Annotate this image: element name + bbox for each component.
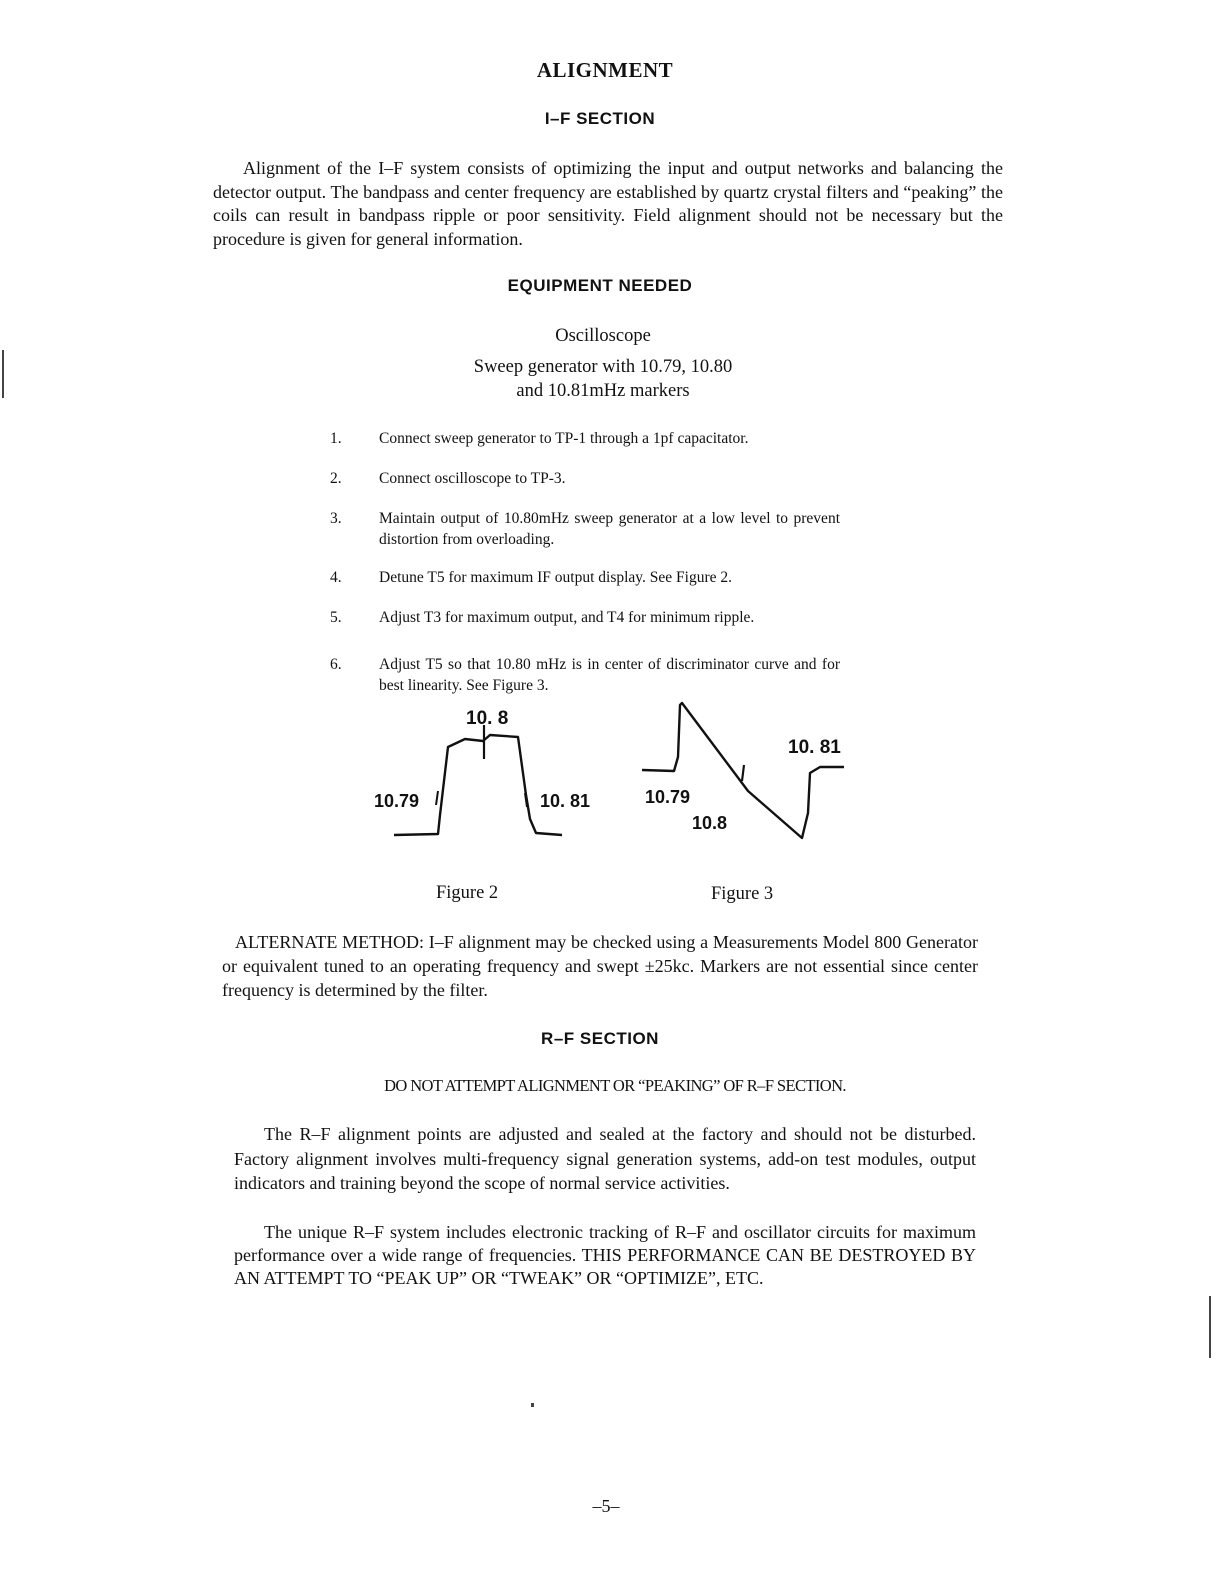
- page-number: –5–: [592, 1496, 620, 1516]
- figure-3-label-left: 10.79: [645, 787, 691, 807]
- scan-mark: [531, 1403, 534, 1407]
- if-section-heading: I–F SECTION: [544, 109, 656, 128]
- figure-3-caption: Figure 3: [711, 884, 774, 904]
- equipment-item-sweep-line1: Sweep generator with 10.79, 10.80: [473, 357, 733, 377]
- rf-section-heading: R–F SECTION: [541, 1029, 659, 1048]
- equipment-heading: EQUIPMENT NEEDED: [507, 276, 693, 295]
- rf-paragraph-1-text: The R–F alignment points are adjusted and sealed at the factory and should not be disturbed. Factory alignment involves multi-frequency signal generation systems, add-on test modules, output indicators and training beyond the scope of normal service activities.: [234, 1124, 976, 1193]
- scan-mark: [2, 350, 4, 398]
- figure-3-discriminator-curve: [642, 703, 844, 838]
- scan-mark: [1209, 1296, 1211, 1358]
- equipment-item-oscilloscope: Oscilloscope: [555, 326, 651, 346]
- if-intro-paragraph: [213, 157, 1003, 251]
- step-number: 4.: [330, 569, 342, 586]
- rf-paragraph-2-text: The unique R–F system includes electronic tracking of R–F and oscillator circuits for maximum performance over a wide range of frequencies. THIS PERFORMANCE CAN BE DESTROYED BY AN ATTEMPT TO “PEAK UP” OR “TWEAK” OR “OPTIMIZE”, ETC.: [234, 1222, 976, 1288]
- equipment-item-sweep-line2: and 10.81mHz markers: [516, 381, 690, 401]
- page-title: ALIGNMENT: [536, 58, 674, 82]
- figure-2-caption: Figure 2: [436, 883, 499, 903]
- step-text: Connect oscilloscope to TP-3.: [379, 470, 566, 487]
- figure-3-label-center: 10.8: [692, 813, 728, 833]
- figures-2-3: [350, 695, 870, 855]
- figure-2-left-marker: [436, 791, 438, 805]
- figure-2-label-left: 10.79: [374, 791, 420, 811]
- step-3: [330, 508, 840, 550]
- step-text: Detune T5 for maximum IF output display. See Figure 2.: [379, 569, 733, 586]
- figure-2-bandpass-curve: [394, 725, 562, 835]
- step-text: Maintain output of 10.80mHz sweep generator at a low level to prevent distortion from overloading.: [379, 510, 840, 548]
- step-6: [330, 654, 840, 696]
- step-text: Connect sweep generator to TP-1 through a 1pf capacitator.: [379, 430, 749, 447]
- step-text: Adjust T5 so that 10.80 mHz is in center of discriminator curve and for best linearity. See Figure 3.: [379, 656, 840, 694]
- step-number: 5.: [330, 609, 342, 626]
- rf-paragraph-1: [234, 1122, 976, 1196]
- step-4: [330, 567, 840, 588]
- step-number: 2.: [330, 470, 342, 487]
- alternate-method-paragraph: ALTERNATE METHOD: I–F alignment may be checked using a Measurements Model 800 Generator or equivalent tuned to an operating frequency and swept ±25kc. Markers are not essential since center frequency is determined by the filter.: [222, 932, 978, 1000]
- figure-3-label-top-right: 10. 81: [788, 737, 841, 758]
- figure-2-label-right: 10. 81: [540, 791, 591, 811]
- step-1: [330, 428, 840, 449]
- step-number: 1.: [330, 430, 342, 447]
- figure-2-label-top: 10. 8: [466, 708, 509, 729]
- if-intro-text: Alignment of the I–F system consists of optimizing the input and output networks and balancing the detector output. The bandpass and center frequency are established by quartz crystal filters and “peaking” the coils can result in bandpass ripple or poor sensitivity. Field alignment should not be necessary but the procedure is given for general information.: [213, 158, 1003, 249]
- step-text: Adjust T3 for maximum output, and T4 for minimum ripple.: [379, 609, 755, 626]
- step-number: 3.: [330, 510, 342, 527]
- step-number: 6.: [330, 656, 342, 673]
- rf-paragraph-2: [234, 1221, 976, 1290]
- step-2: [330, 468, 840, 489]
- step-5: [330, 607, 840, 628]
- figure-3-center-marker: [742, 765, 744, 781]
- rf-warning: DO NOT ATTEMPT ALIGNMENT OR “PEAKING” OF R–F SECTION.: [384, 1076, 846, 1095]
